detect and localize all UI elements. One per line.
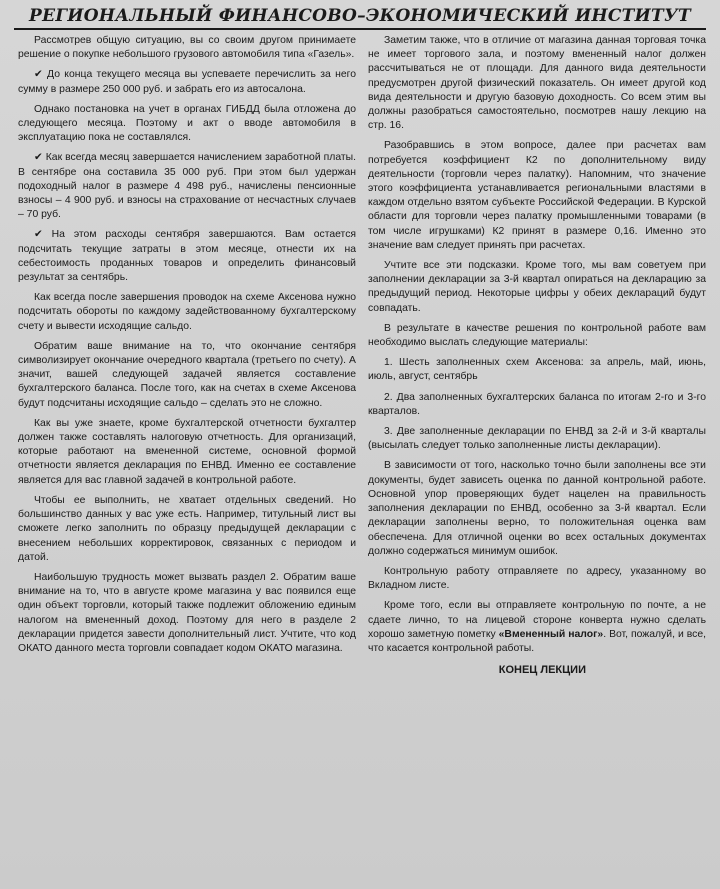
paragraph: Однако постановка на учет в органах ГИБДД была отложена до следующего месяца. Поэтому и акт о вводе автомобиля в эксплуатацию пока не составлялся. (18, 103, 356, 144)
list-item: 2. Два заполненных бухгалтерских баланса по итогам 2-го и 3-го кварталов. (368, 391, 706, 417)
left-column (14, 34, 356, 676)
institute-title: РЕГИОНАЛЬНЫЙ ФИНАНСОВО–ЭКОНОМИЧЕСКИЙ ИНСТИТУТ (14, 4, 706, 30)
right-column (368, 34, 706, 676)
paragraph-checkmark: ✔ На этом расходы сентября завершаются. Вам остается подсчитать текущие затраты в этом месяце, отнести их на себестоимость проданных товаров и определить финансовый результат за сентябрь. (18, 228, 356, 285)
two-column-body (14, 34, 706, 676)
text-run: Кроме того, если вы отправляете контрольную по почте, а не сдаете лично, то на лицевой стороне конверта нужно сделать хорошо заметную пометку (368, 600, 706, 640)
paragraph: В результате в качестве решения по контрольной работе вам необходимо выслать следующие материалы: (368, 322, 706, 349)
paragraph: Обратим ваше внимание на то, что окончание сентября символизирует окончание очередного квартала (третьего по счету). А значит, вашей следующей задачей является составление бухгалтерского баланса. После того, как на счетах в схеме Аксенова будут подсчитаны исходящие сальдо – сделать это не сложно. (18, 340, 356, 409)
paragraph (368, 599, 706, 656)
paragraph: Наибольшую трудность может вызвать раздел 2. Обратим ваше внимание на то, что в августе кроме магазина у вас появился еще один объект торговли, который также подлежит обложению единым налогом на вмененный доход. Поэтому для него в разделе 2 декларации придется завести дополнительный лист. Учтите, что код ОКАТО данного места торговли совпадает кодом ОКАТО магазина. (18, 571, 356, 654)
paragraph: В зависимости от того, насколько точно были заполнены все эти документы, будет зависеть оценка по данной контрольной работе. Основной упор проверяющих будет нацелен на правильность заполнения декларации по ЕНВД, особенно за 3-й квартал. Если декларации заполнены верно, то положительная оценка вам обеспечена. Для отличной оценки во всех остальных документах должно содержаться минимум ошибок. (368, 460, 706, 557)
list-item: 1. Шесть заполненных схем Аксенова: за апрель, май, июнь, июль, август, сентябрь (368, 357, 706, 383)
paragraph: Заметим также, что в отличие от магазина данная торговая точка не имеет торгового зала, и поэтому вмененный налог должен рассчитываться не от площади. Для данного вида деятельности предусмотрен другой физический показатель. Он имеет другой код вида деятельности и другую базовую доходность. Со всем этим вы должны разобраться самостоятельно, посмотрев нашу лекцию на стр. 16. (368, 35, 706, 132)
text-run: . Вот, пожалуй, и все, что касается контрольной работы. (368, 628, 706, 654)
paragraph: Как вы уже знаете, кроме бухгалтерской отчетности бухгалтер должен также составлять налоговую отчетность. Для организаций, которые работают на вмененной системе, основной формой отчетности является декларация по ЕНВД. Именно ее составление является для вас главной задачей в контрольной работе. (18, 417, 356, 486)
paragraph: Разобравшись в этом вопросе, далее при расчетах вам потребуется коэффициент К2 по дополнительному виду деятельности (торговли через палатку). Напомним, что значение этого коэффициента устанавливается региональными властями в каждом отдельно взятом субъекте Российской Федерации. В Курской области для торговли через палатку промышленными товарами (в том числе игрушками) К2 принят в размере 0,16. Именно это значение вам следует принять при расчетах. (368, 140, 706, 251)
paragraph: Контрольную работу отправляете по адресу, указанному во Вкладном листе. (368, 565, 706, 592)
paragraph: Как всегда после завершения проводок на схеме Аксенова нужно подсчитать обороты по каждому задействованному бухгалтерскому счету и вывести исходящие сальдо. (18, 292, 356, 332)
paragraph: Учтите все эти подсказки. Кроме того, мы вам советуем при заполнении декларации за 3-й квартал опираться на декларацию за предыдущий период. Некоторые цифры у обеих деклараций будут совпадать. (368, 260, 706, 314)
list-item: 3. Две заполненные декларации по ЕНВД за 2-й и 3-й кварталы (высылать следует только заполненные листы декларации). (368, 426, 706, 452)
paragraph-checkmark: ✔ Как всегда месяц завершается начислением заработной платы. В сентябре она составила 35 000 руб. При этом был удержан подоходный налог в размере 4 498 руб., начислены пенсионные взносы – 4 900 руб. и взносы на страхование от несчастных случаев – 70 руб. (18, 151, 356, 222)
paragraph: Рассмотрев общую ситуацию, вы со своим другом принимаете решение о покупке небольшого грузового автомобиля типа «Газель». (18, 35, 356, 61)
paragraph: Чтобы ее выполнить, не хватает отдельных сведений. Но большинство данных у вас уже есть. Например, титульный лист вы сможете легко заполнить по образцу предыдущей декларации с внесением небольших корректировок, связанных с периодом и датой. (18, 494, 356, 563)
end-of-lecture: КОНЕЦ ЛЕКЦИИ (498, 664, 586, 677)
paragraph-checkmark: ✔ До конца текущего месяца вы успеваете перечислить за него сумму в размере 250 000 руб. и забрать его из автосалона. (18, 68, 356, 96)
bold-mark-label: «Вмененный налог» (498, 628, 604, 640)
